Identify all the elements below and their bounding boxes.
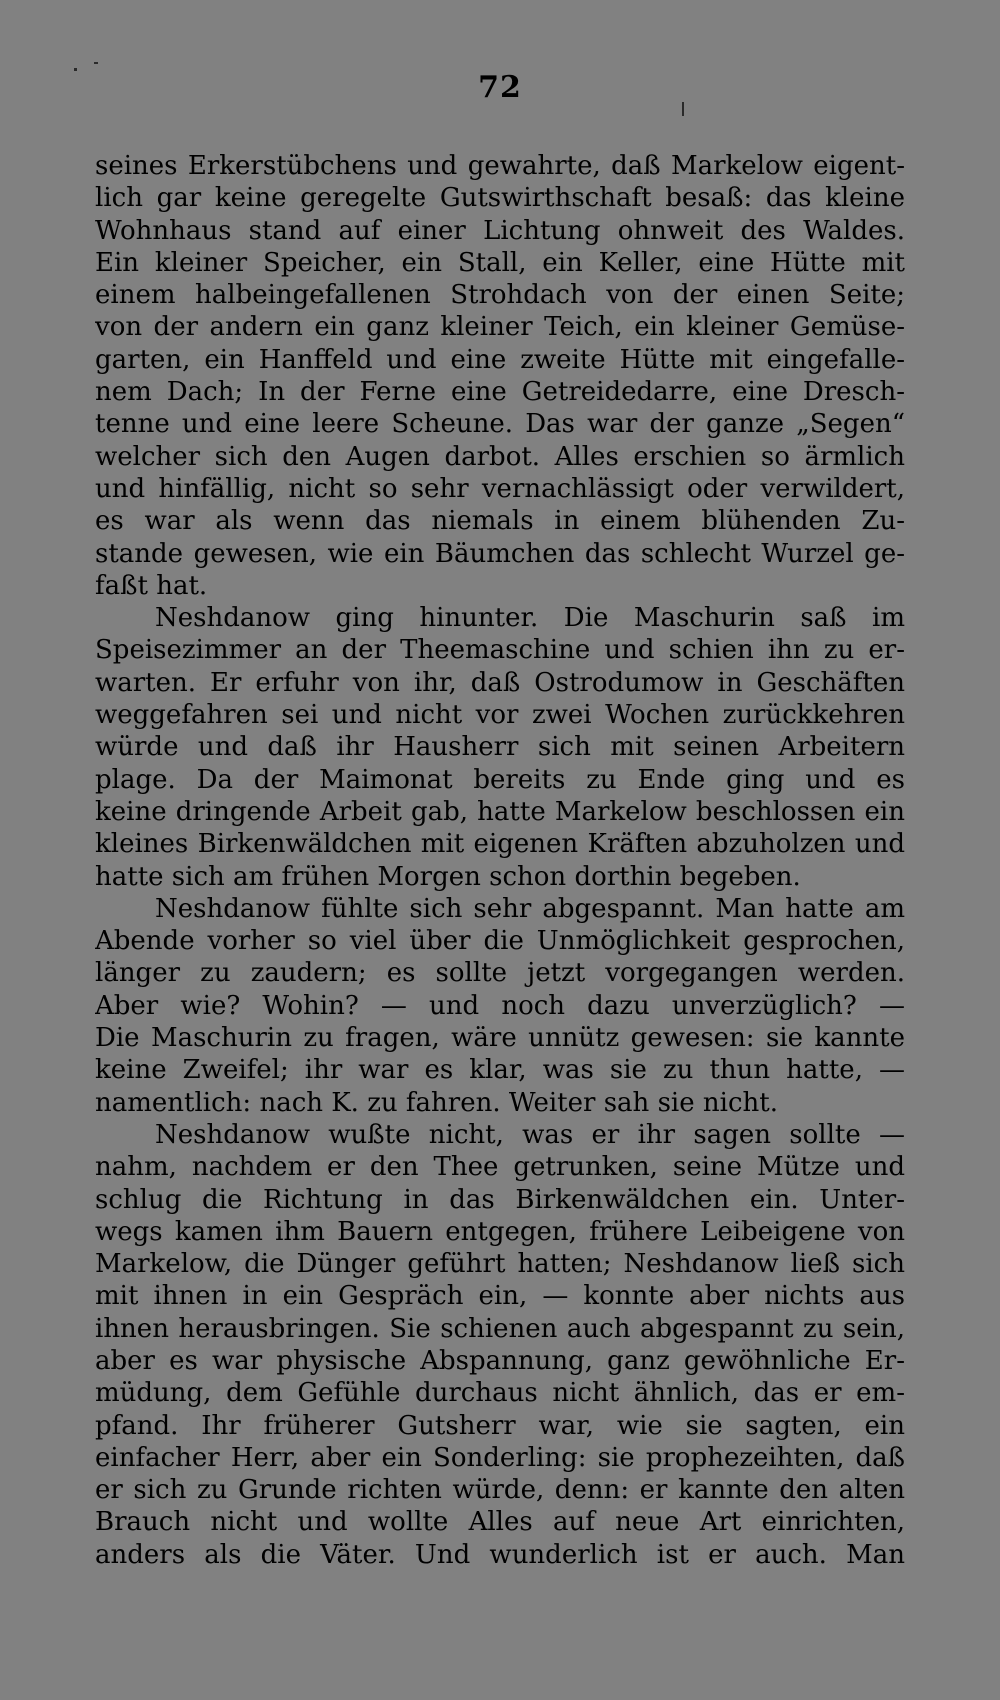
- scan-speck: [94, 62, 98, 64]
- text-line: tenne und eine leere Scheune. Das war der ganze „Segen“: [95, 409, 905, 440]
- text-line: plage. Da der Maimonat bereits zu Ende ging und es: [95, 764, 905, 795]
- text-line: Wohnhaus stand auf einer Lichtung ohnweit des Waldes.: [95, 215, 905, 246]
- body-text: [95, 150, 905, 1571]
- text-line: mit ihnen in ein Gespräch ein, — konnte aber nichts aus: [95, 1281, 905, 1312]
- text-line: garten, ein Hanffeld und eine zweite Hütte mit eingefalle-: [95, 344, 905, 375]
- text-line: Die Maschurin zu fragen, wäre unnütz gewesen: sie kannte: [95, 1023, 905, 1054]
- text-line: faßt hat.: [95, 570, 208, 601]
- text-line: einfacher Herr, aber ein Sonderling: sie prophezeihten, daß: [95, 1442, 905, 1473]
- text-line: nahm, nachdem er den Thee getrunken, seine Mütze und: [95, 1152, 905, 1183]
- scan-speck: [682, 102, 684, 116]
- text-line: Neshdanow fühlte sich sehr abgespannt. Man hatte am: [155, 893, 905, 924]
- text-line: seines Erkerstübchens und gewahrte, daß Markelow eigent-: [95, 151, 905, 181]
- text-line: Neshdanow ging hinunter. Die Maschurin saß im: [155, 603, 905, 634]
- text-line: würde und daß ihr Hausherr sich mit seinen Arbeitern: [95, 732, 905, 763]
- text-line: aber es war physische Abspannung, ganz gewöhnliche Er-: [95, 1345, 905, 1376]
- text-line: pfand. Ihr früherer Gutsherr war, wie sie sagten, ein: [95, 1410, 905, 1441]
- text-line: wegs kamen ihm Bauern entgegen, frühere Leibeigene von: [95, 1216, 905, 1247]
- text-line: Ein kleiner Speicher, ein Stall, ein Keller, eine Hütte mit: [95, 247, 905, 278]
- text-line: stande gewesen, wie ein Bäumchen das schlecht Wurzel ge-: [95, 538, 905, 569]
- text-line: warten. Er erfuhr von ihr, daß Ostrodumow in Geschäften: [95, 667, 905, 698]
- text-line: Abende vorher so viel über die Unmöglichkeit gesprochen,: [95, 926, 905, 957]
- text-line: Markelow, die Dünger geführt hatten; Neshdanow ließ sich: [95, 1249, 905, 1280]
- text-line: Aber wie? Wohin? — und noch dazu unverzüglich? —: [95, 990, 905, 1021]
- text-line: hatte sich am frühen Morgen schon dorthin begeben.: [95, 861, 801, 892]
- text-line: Speisezimmer an der Theemaschine und schien ihn zu er-: [95, 635, 905, 666]
- page-number: 72: [478, 70, 522, 105]
- text-line: es war als wenn das niemals in einem blühenden Zu-: [95, 506, 905, 537]
- text-line: keine dringende Arbeit gab, hatte Markelow beschlossen ein: [95, 796, 905, 827]
- text-line: schlug die Richtung in das Birkenwäldchen ein. Unter-: [95, 1184, 905, 1215]
- text-line: Brauch nicht und wollte Alles auf neue Art einrichten,: [95, 1507, 905, 1538]
- text-line: lich gar keine geregelte Gutswirthschaft besaß: das kleine: [95, 183, 905, 214]
- text-line: länger zu zaudern; es sollte jetzt vorgegangen werden.: [95, 958, 905, 989]
- text-line: keine Zweifel; ihr war es klar, was sie zu thun hatte, —: [95, 1055, 905, 1086]
- text-line: nem Dach; In der Ferne eine Getreidedarre, eine Dresch-: [95, 377, 905, 408]
- text-line: und hinfällig, nicht so sehr vernachlässigt oder verwildert,: [95, 473, 905, 504]
- text-line: von der andern ein ganz kleiner Teich, ein kleiner Gemüse-: [95, 312, 905, 343]
- text-line: ihnen herausbringen. Sie schienen auch abgespannt zu sein,: [95, 1313, 905, 1344]
- text-line: weggefahren sei und nicht vor zwei Wochen zurückkehren: [95, 700, 905, 731]
- text-line: Neshdanow wußte nicht, was er ihr sagen sollte —: [155, 1119, 905, 1150]
- text-line: kleines Birkenwäldchen mit eigenen Kräften abzuholzen und: [95, 829, 905, 860]
- text-line: anders als die Väter. Und wunderlich ist er auch. Man: [95, 1539, 905, 1570]
- text-line: einem halbeingefallenen Strohdach von der einen Seite;: [95, 280, 905, 311]
- text-line: er sich zu Grunde richten würde, denn: er kannte den alten: [95, 1475, 905, 1506]
- text-line: welcher sich den Augen darbot. Alles erschien so ärmlich: [95, 441, 905, 472]
- text-line: müdung, dem Gefühle durchaus nicht ähnlich, das er em-: [95, 1378, 905, 1409]
- scan-speck: [74, 68, 77, 71]
- text-line: namentlich: nach K. zu fahren. Weiter sah sie nicht.: [95, 1087, 778, 1118]
